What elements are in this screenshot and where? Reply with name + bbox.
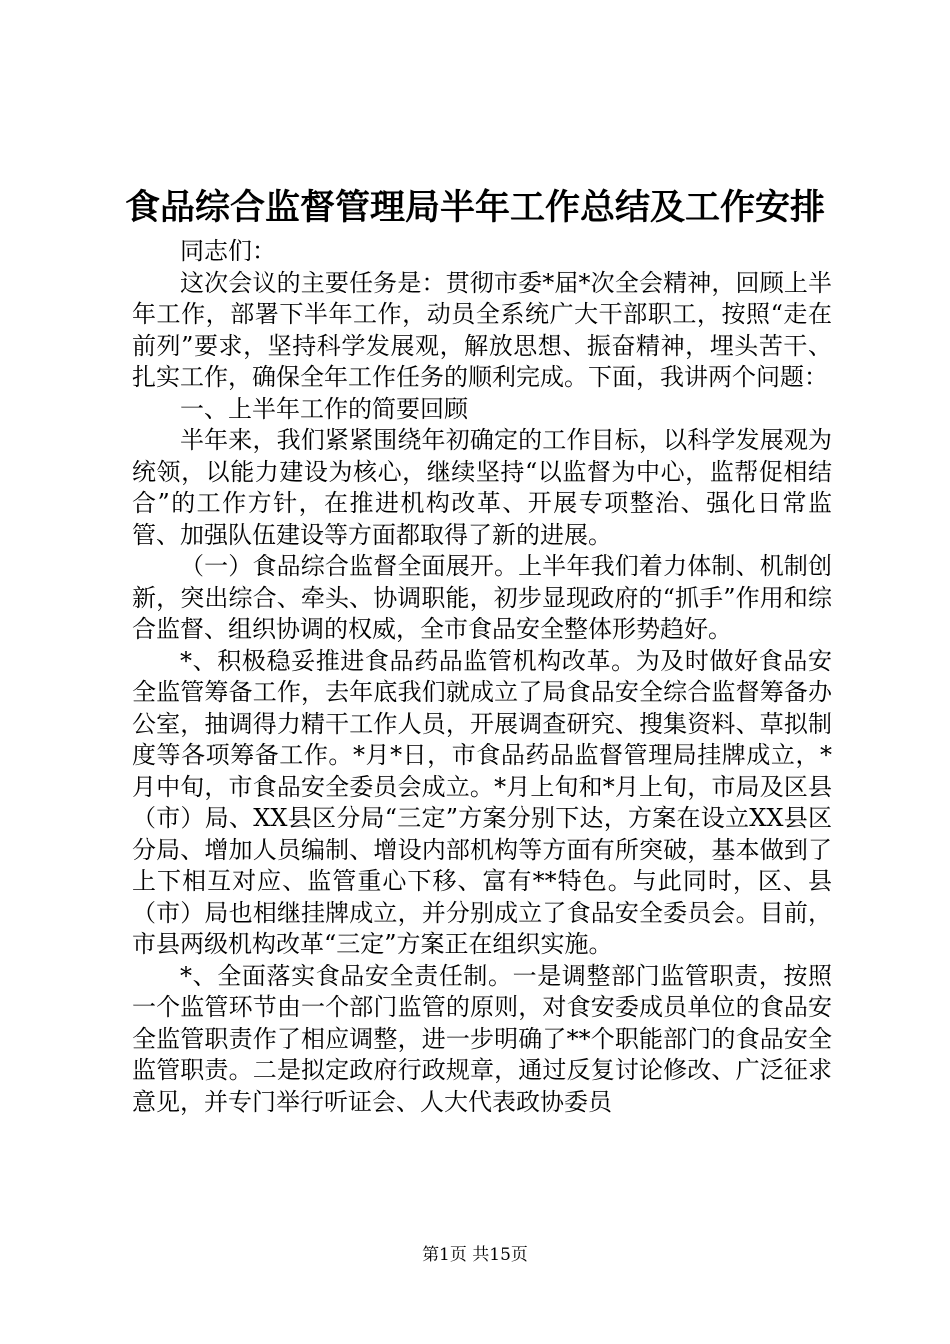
section-heading: 一、上半年工作的简要回顾 [180, 394, 468, 423]
paragraph-subsection-1: （一）食品综合监督全面展开。上半年我们着力体制、机制创新，突出综合、牵头、协调职能，初步显现政府的“抓手”作用和综合监督、组织协调的权威，全市食品安全整体形势趋好。 [132, 552, 832, 643]
document-title: 食品综合监督管理局半年工作总结及工作安排 [124, 187, 825, 228]
paragraph-responsibility: *、全面落实食品安全责任制。一是调整部门监管职责，按照一个监管环节由一个部门监管的原则，对食安委成员单位的食品安全监管职责作了相应调整，进一步明确了**个职能部门的食品安全监管职责。二是拟定政府行政规章，通过反复讨论修改、广泛征求意见，并专门举行听证会、人大代表政协委员 [132, 961, 832, 1116]
paragraph-intro: 这次会议的主要任务是：贯彻市委*届*次全会精神，回顾上半年工作，部署下半年工作，动员全系统广大干部职工，按照“走在前列”要求，坚持科学发展观，解放思想、振奋精神，埋头苦干、扎实工作，确保全年工作任务的顺利完成。下面，我讲两个问题： [132, 268, 832, 391]
paragraph-greeting: 同志们： [180, 237, 276, 265]
page-indicator: 第1页 共15页 [422, 1245, 528, 1265]
paragraph-reform: *、积极稳妥推进食品药品监管机构改革。为及时做好食品安全监管筹备工作，去年底我们就成立了局食品安全综合监督筹备办公室，抽调得力精干工作人员，开展调查研究、搜集资料、草拟制度等各项筹备工作。*月*日，市食品药品监督管理局挂牌成立，*月中旬，市食品安全委员会成立。*月上旬和*月上旬，市局及区县（市）局、XX县区分局“三定”方案分别下达，方案在设立XX县区分局、增加人员编制、增设内部机构等方面有所突破，基本做到了上下相互对应、监管重心下移、富有**特色。与此同时，区、县（市）局也相继挂牌成立，并分别成立了食品安全委员会。目前，市县两级机构改革“三定”方案正在组织实施。 [132, 646, 832, 958]
document-body [132, 236, 832, 1118]
paragraph-overview: 半年来，我们紧紧围绕年初确定的工作目标，以科学发展观为统领，以能力建设为核心，继续坚持“以监督为中心，监帮促相结合”的工作方针，在推进机构改革、开展专项整治、强化日常监管、加强队伍建设等方面都取得了新的进展。 [132, 426, 832, 549]
